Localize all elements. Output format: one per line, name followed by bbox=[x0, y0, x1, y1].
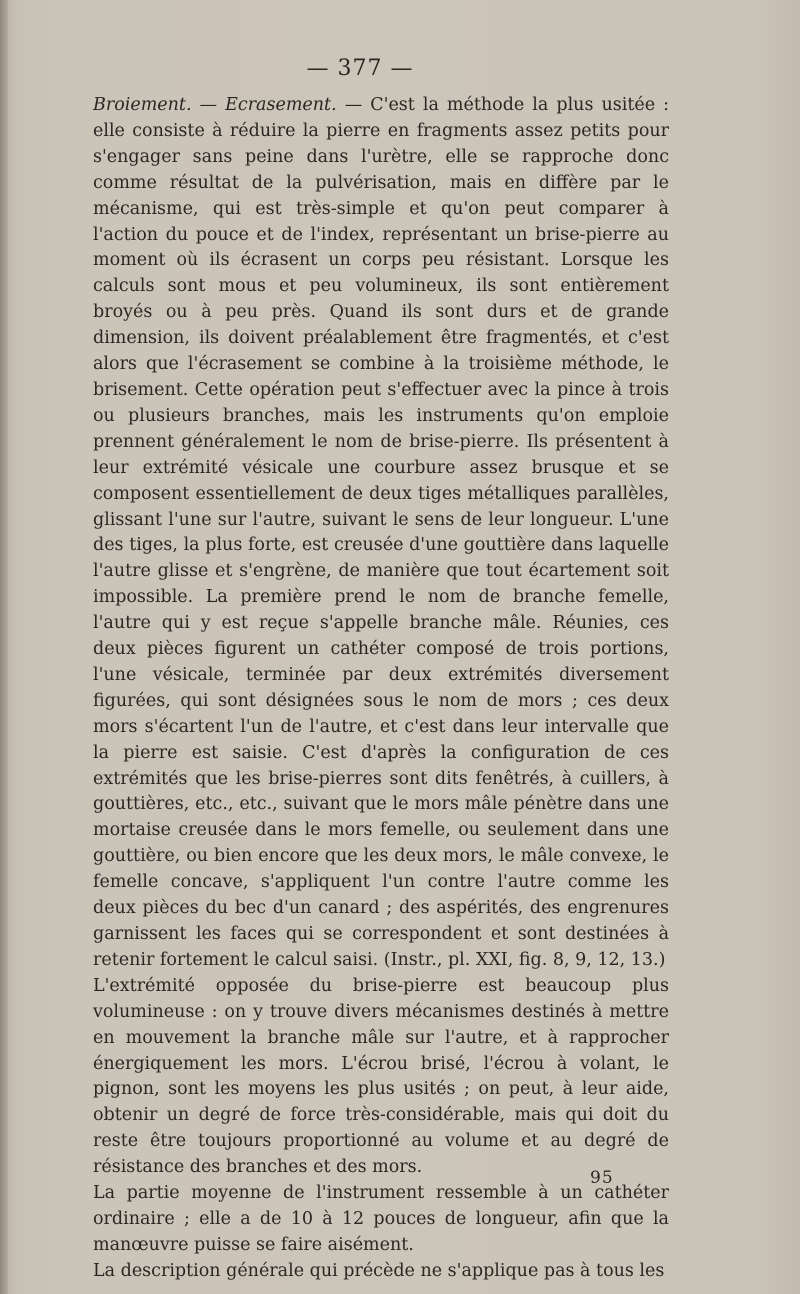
section-lead: Broiement. — Ecrasement. bbox=[93, 95, 337, 115]
page-number: — 377 — bbox=[306, 56, 414, 81]
binding-edge bbox=[0, 0, 8, 1294]
paragraph-2: L'extrémité opposée du brise-pierre est beaucoup plus volumineuse : on y trouve divers mécanismes destinés à mettre en mouvement la branche mâle sur l'autre, et à rapprocher énergiquement les mors. L'écrou brisé, l'écrou à volant, le pignon, sont les moyens les plus usités ; on peut, à leur aide, obtenir un degré de force très-considérable, mais qui doit du reste être toujours proportionné au volume et au degré de résistance des branches et des mors. bbox=[93, 975, 669, 1178]
paragraph-1 bbox=[93, 93, 669, 974]
paragraph-1-text: — C'est la méthode la plus usitée : elle consiste à réduire la pierre en fragments assez petits pour s'engager sans peine dans l'urètre, elle se rapproche donc comme résultat de la pulvérisation, mais en diffère par le mécanisme, qui est très-simple et qu'on peut comparer à l'action du pouce et de l'index, représentant un brise-pierre au moment où ils écrasent un corps peu résistant. Lorsque les calculs sont mous et peu volumineux, ils sont entièrement broyés ou à peu près. Quand ils sont durs et de grande dimension, ils doivent préalablement être fragmentés, et c'est alors que l'écrasement se combine à la troisième méthode, le brisement. Cette opération peut s'effectuer avec la pince à trois ou plusieurs branches, mais les instruments qu'on emploie prennent généralement le nom de brise-pierre. Ils présentent à leur extrémité vésicale une courbure assez brusque et se composent essentiellement de deux tiges métalliques parallèles, glissant l'une sur l'autre, suivant le sens de leur longueur. L'une des tiges, la plus forte, est creusée d'une gouttière dans laquelle l'autre glisse et s'engrène, de manière que tout écartement soit impossible. La première prend le nom de branche femelle, l'autre qui y est reçue s'appelle branche mâle. Réunies, ces deux pièces figurent un cathéter composé de trois portions, l'une vésicale, terminée par deux extrémités diversement figurées, qui sont désignées sous le nom de mors ; ces deux mors s'écartent l'un de l'autre, et c'est dans leur intervalle que la pierre est saisie. C'est d'après la configuration de ces extrémités que les brise-pierres sont dits fenêtrés, à cuillers, à gouttières, etc., etc., suivant que le mors mâle pénètre dans une mortaise creusée dans le mors femelle, ou seulement dans une gouttière, ou bien encore que les deux mors, le mâle convexe, le femelle concave, s'appliquent l'un contre l'autre comme les deux pièces du bec d'un canard ; des aspérités, des engrenures garnissent les faces qui se correspondent et sont destinées à retenir fortement le calcul saisi. (Instr., pl. XXI, fig. 8, 9, 12, 13.) bbox=[93, 95, 670, 970]
body-text bbox=[93, 93, 669, 1285]
paragraph-4: La description générale qui précède ne s'applique pas à tous les bbox=[93, 1260, 665, 1281]
signature-mark: 95 bbox=[590, 1168, 614, 1188]
paragraph-3: La partie moyenne de l'instrument ressemble à un cathéter ordinaire ; elle a de 10 à 12 pouces de longueur, afin que la manœuvre puisse se faire aisément. bbox=[93, 1183, 669, 1255]
